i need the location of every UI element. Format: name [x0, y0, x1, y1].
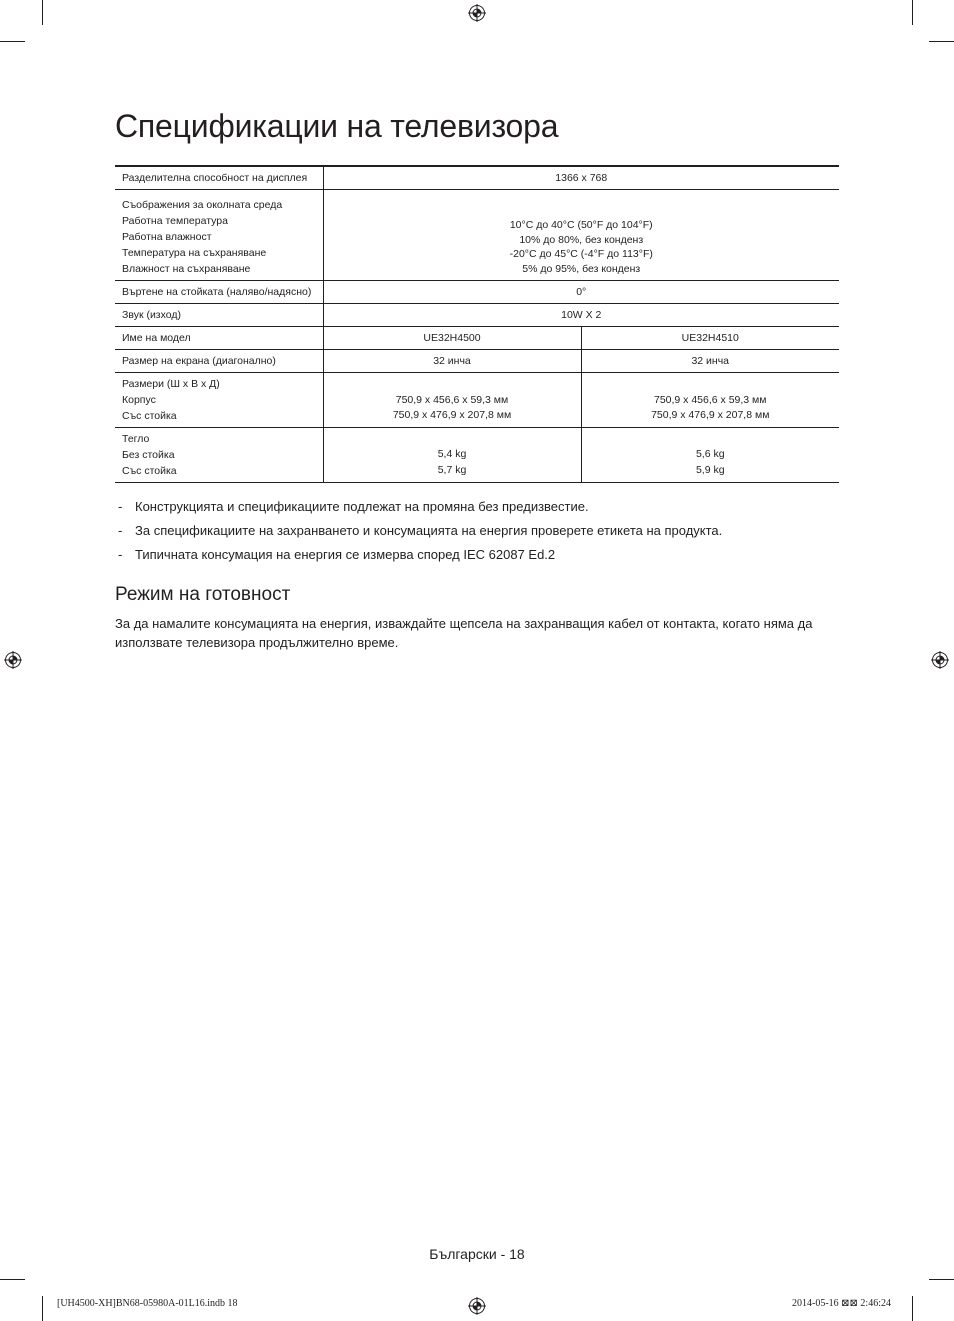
spec-value-line: -20°C до 45°C (-4°F до 113°F): [509, 248, 653, 260]
list-item: [115, 546, 839, 570]
spec-label-line: Със стойка: [122, 410, 177, 422]
note-text: За спецификациите на захранването и консумацията на енергия проверете етикета на продукта.: [135, 523, 723, 538]
registration-target-icon: [931, 651, 949, 669]
page-number: Български - 18: [429, 1246, 525, 1262]
spec-value: 0°: [323, 281, 839, 304]
spec-label: Размер на екрана (диагонално): [115, 350, 323, 373]
spec-value-line: 5,9 kg: [695, 463, 725, 476]
spec-label-line: Работна влажност: [122, 231, 212, 243]
spec-value-model-a: [323, 428, 581, 483]
registration-target-icon: [4, 651, 22, 669]
spec-value-line: 750,9 x 456,6 x 59,3 мм: [395, 394, 509, 406]
spec-value-model-a: 32 инча: [323, 350, 581, 373]
spec-value-line: 5,7 kg: [437, 463, 467, 476]
specifications-table: [115, 165, 839, 483]
crop-mark-bottom-left-horizontal: [0, 1279, 25, 1280]
spec-value-model-b: 32 инча: [581, 350, 839, 373]
spec-label-line: Температура на съхраняване: [122, 247, 267, 259]
crop-mark-top-right-vertical: [912, 0, 913, 25]
table-row: [115, 190, 839, 281]
spec-label-line: Без стойка: [122, 449, 175, 461]
spec-value-line: 5,6 kg: [695, 448, 725, 460]
spec-label-line: Съображения за околната среда: [122, 199, 283, 211]
crop-mark-bottom-right-horizontal: [929, 1279, 954, 1280]
spec-label: Разделителна способност на дисплея: [115, 166, 323, 190]
spec-value-line: 10% до 80%, без конденз: [519, 233, 644, 246]
spec-label: [115, 373, 323, 428]
spec-label: Въртене на стойката (наляво/надясно): [115, 281, 323, 304]
spec-value-model-b: [581, 373, 839, 428]
spec-label: Звук (изход): [115, 304, 323, 327]
registration-target-icon: [468, 4, 486, 22]
spec-label-line: Със стойка: [122, 465, 177, 477]
spec-value: 10W X 2: [323, 304, 839, 327]
section-heading: Режим на готовност: [115, 584, 291, 605]
table-row: [115, 166, 839, 190]
bullet-dash: -: [118, 499, 123, 514]
table-row: [115, 327, 839, 350]
spec-value-line: 750,9 x 476,9 x 207,8 мм: [392, 409, 512, 421]
table-row: [115, 373, 839, 428]
bullet-dash: -: [118, 547, 123, 562]
crop-mark-bottom-right-vertical: [912, 1296, 913, 1321]
spec-label-line: Влажност на съхраняване: [122, 263, 251, 275]
spec-value-line: 5,4 kg: [437, 448, 467, 460]
spec-value-line: 10°C до 40°C (50°F до 104°F): [509, 219, 653, 231]
registration-target-icon: [468, 1297, 486, 1315]
table-row: [115, 350, 839, 373]
spec-label: Име на модел: [115, 327, 323, 350]
spec-label-line: Тегло: [122, 433, 150, 445]
list-item: [115, 498, 839, 522]
crop-mark-top-right-horizontal: [929, 41, 954, 42]
crop-mark-bottom-left-vertical: [42, 1296, 43, 1321]
list-item: [115, 522, 839, 546]
spec-label-line: Работна температура: [122, 215, 228, 227]
spec-value-model-b: [581, 428, 839, 483]
note-text: Типичната консумация на енергия се измерва според IEC 62087 Ed.2: [135, 547, 556, 562]
bullet-dash: -: [118, 523, 123, 538]
print-date-info: 2014-05-16 ⊠⊠ 2:46:24: [792, 1298, 891, 1309]
page-title: Спецификации на телевизора: [115, 108, 559, 144]
table-row: [115, 304, 839, 327]
spec-label: [115, 190, 323, 281]
spec-label: [115, 428, 323, 483]
section-paragraph: За да намалите консумацията на енергия, изваждайте щепсела на захранващия кабел от контакта, когато няма да използвате телевизора продължително време.: [115, 616, 813, 650]
spec-label-line: Корпус: [122, 394, 156, 406]
spec-value: 1366 x 768: [323, 166, 839, 190]
crop-mark-top-left-vertical: [42, 0, 43, 25]
notes-list: [115, 498, 839, 570]
print-file-info: [UH4500-XH]BN68-05980A-01L16.indb 18: [57, 1298, 238, 1309]
spec-value-model-a: UE32H4500: [323, 327, 581, 350]
note-text: Конструкцията и спецификациите подлежат на промяна без предизвестие.: [135, 499, 589, 514]
table-row: [115, 428, 839, 483]
spec-value-line: 750,9 x 476,9 x 207,8 мм: [651, 409, 770, 421]
spec-label-line: Размери (Ш x В x Д): [122, 378, 220, 390]
spec-value: [323, 190, 839, 281]
spec-value-model-b: UE32H4510: [581, 327, 839, 350]
spec-value-line: 750,9 x 456,6 x 59,3 мм: [653, 394, 767, 406]
spec-value-line: 5% до 95%, без конденз: [522, 262, 641, 275]
table-row: [115, 281, 839, 304]
spec-value-model-a: [323, 373, 581, 428]
crop-mark-top-left-horizontal: [0, 41, 25, 42]
